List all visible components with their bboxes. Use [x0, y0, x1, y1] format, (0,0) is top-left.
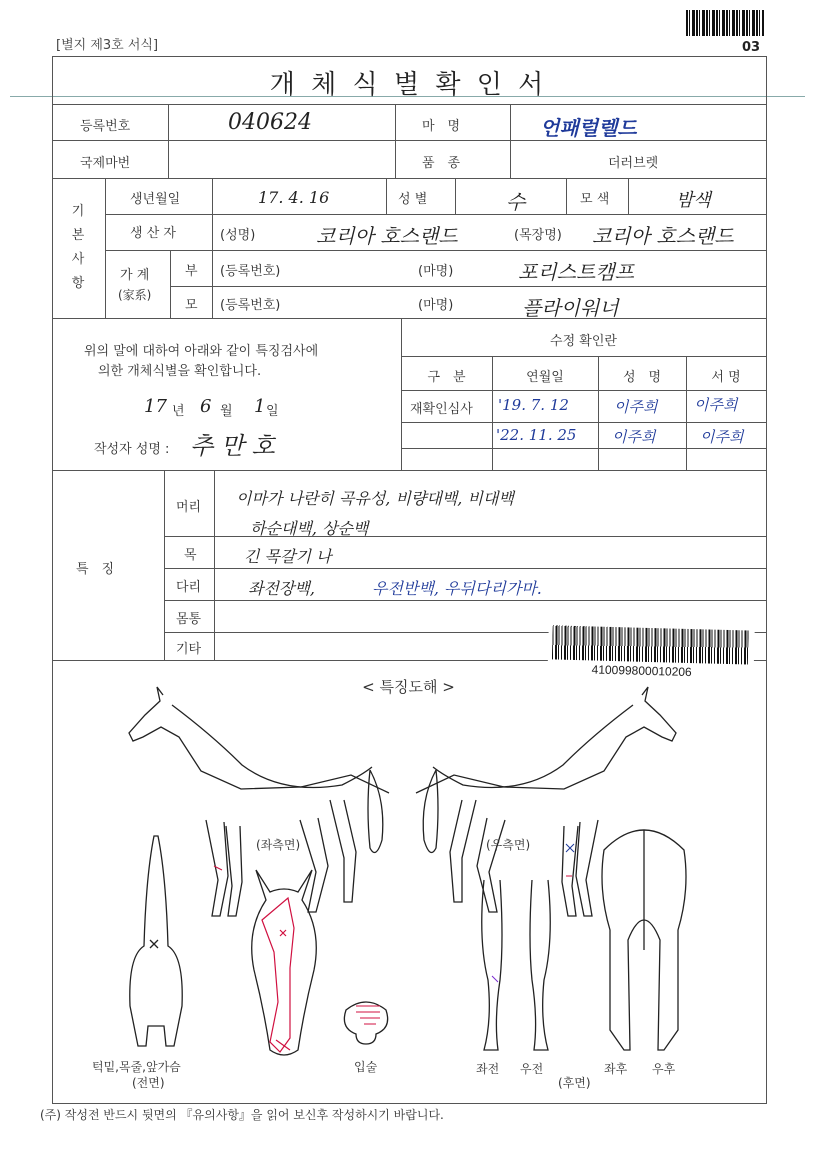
dob-value: 17. 4. 16 [258, 188, 330, 207]
page-title: 개 체 식 별 확 인 서 [269, 70, 548, 100]
family-label: 가 계 [120, 268, 150, 283]
col-type: 구 분 [427, 370, 466, 385]
col-sign: 서 명 [711, 370, 741, 385]
left-side-label: (좌측면) [256, 838, 301, 852]
farm-name: 코리아 호스랜드 [592, 224, 734, 248]
other-label: 기타 [176, 642, 202, 657]
lips-label: 입술 [354, 1060, 378, 1074]
color-value: 밤색 [676, 190, 711, 211]
head-label: 머리 [176, 500, 202, 515]
right-side-label: (우측면) [486, 838, 531, 852]
breed-value: 더러브렛 [608, 156, 659, 171]
breeder-name: 코리아 호스랜드 [316, 224, 458, 248]
writer-label: 작성자 성명 : [94, 442, 170, 457]
writer-name: 추 만 호 [190, 432, 275, 460]
row1-date: '19. 7. 12 [498, 396, 569, 414]
left-front-label: 좌전 [476, 1062, 500, 1076]
confirm-text-2: 의한 개체식별을 확인합니다. [98, 364, 262, 379]
dam-name: 플라이워너 [522, 296, 619, 320]
sire-label: 부 [185, 264, 198, 279]
sire-reg-label: (등록번호) [220, 264, 281, 279]
leg-value-black: 좌전장백, [248, 579, 315, 598]
leg-label: 다리 [176, 580, 202, 595]
front-caption-1: 턱밑,목줄,앞가슴 [92, 1060, 181, 1074]
page-number: 03 [742, 40, 761, 55]
dam-hname-label: (마명) [418, 298, 454, 313]
neck-label: 목 [184, 548, 197, 563]
right-front-label: 우전 [520, 1062, 544, 1076]
basic-section-label: 기본사항 [71, 204, 85, 291]
reg-no-label: 등록번호 [80, 119, 131, 134]
right-rear-label: 우후 [652, 1062, 676, 1076]
breeder-label: 생 산 자 [130, 226, 176, 241]
horse-name-label: 마 명 [422, 119, 461, 134]
dob-label: 생년월일 [130, 192, 181, 207]
sex-value: 수 [506, 190, 526, 214]
family-hanja: (家系) [118, 288, 152, 302]
confirm-date-month-unit: 월 [220, 404, 233, 419]
neck-value: 긴 목갈기 나 [244, 547, 332, 566]
sire-hname-label: (마명) [418, 264, 454, 279]
head-line-1: 이마가 나란히 곡유성, 비량대백, 비대백 [236, 489, 514, 508]
color-label: 모 색 [580, 192, 610, 207]
form-number: [별지 제3호 서식] [56, 38, 159, 53]
col-date: 연월일 [526, 370, 564, 385]
body-label: 몸통 [176, 612, 202, 627]
reg-no-value: 040624 [228, 110, 312, 135]
confirm-text-1: 위의 말에 대하여 아래와 같이 특징검사에 [84, 344, 319, 359]
confirm-date-year-unit: 년 [172, 404, 185, 419]
confirm-date-month: 6 [200, 396, 212, 417]
confirm-date-day-unit: 일 [266, 404, 279, 419]
left-rear-label: 좌후 [604, 1062, 628, 1076]
confirm-date-year: 17 [144, 396, 167, 417]
front-caption-2: (전면) [132, 1076, 165, 1090]
head-line-2: 하순대백, 상순백 [250, 519, 369, 538]
check-title: 수정 확인란 [550, 334, 617, 349]
farm-label: (목장명) [514, 228, 562, 243]
confirm-date-day: 1 [254, 396, 266, 417]
footer-note: (주) 작성전 반드시 뒷면의 『유의사항』을 읽어 보신후 작성하시기 바랍니다. [40, 1108, 444, 1122]
row1-sign: 이주희 [694, 396, 738, 414]
row2-date: '22. 11. 25 [496, 426, 577, 444]
breeder-name-label: (성명) [220, 228, 256, 243]
row2-sign: 이주희 [700, 428, 744, 446]
col-name: 성 명 [622, 370, 662, 385]
dam-label: 모 [185, 298, 198, 313]
row1-name: 이주희 [614, 398, 658, 416]
rear-label: (후면) [558, 1076, 591, 1090]
sex-label: 성 별 [398, 192, 428, 207]
dam-reg-label: (등록번호) [220, 298, 281, 313]
row1-type: 재확인심사 [410, 402, 473, 417]
horse-name-value: 언패럴렐드 [540, 116, 637, 140]
sticker-barcode-number: 410099800010206 [591, 662, 692, 680]
breed-label: 품 종 [422, 156, 461, 171]
diagram-title: < 특징도해 > [362, 678, 455, 696]
sire-name: 포리스트캠프 [518, 260, 634, 284]
intl-no-label: 국제마번 [80, 156, 131, 171]
features-section-label: 특 징 [76, 562, 115, 577]
row2-name: 이주희 [612, 428, 656, 446]
leg-value-blue: 우전반백, 우뒤다리가마. [372, 579, 542, 598]
